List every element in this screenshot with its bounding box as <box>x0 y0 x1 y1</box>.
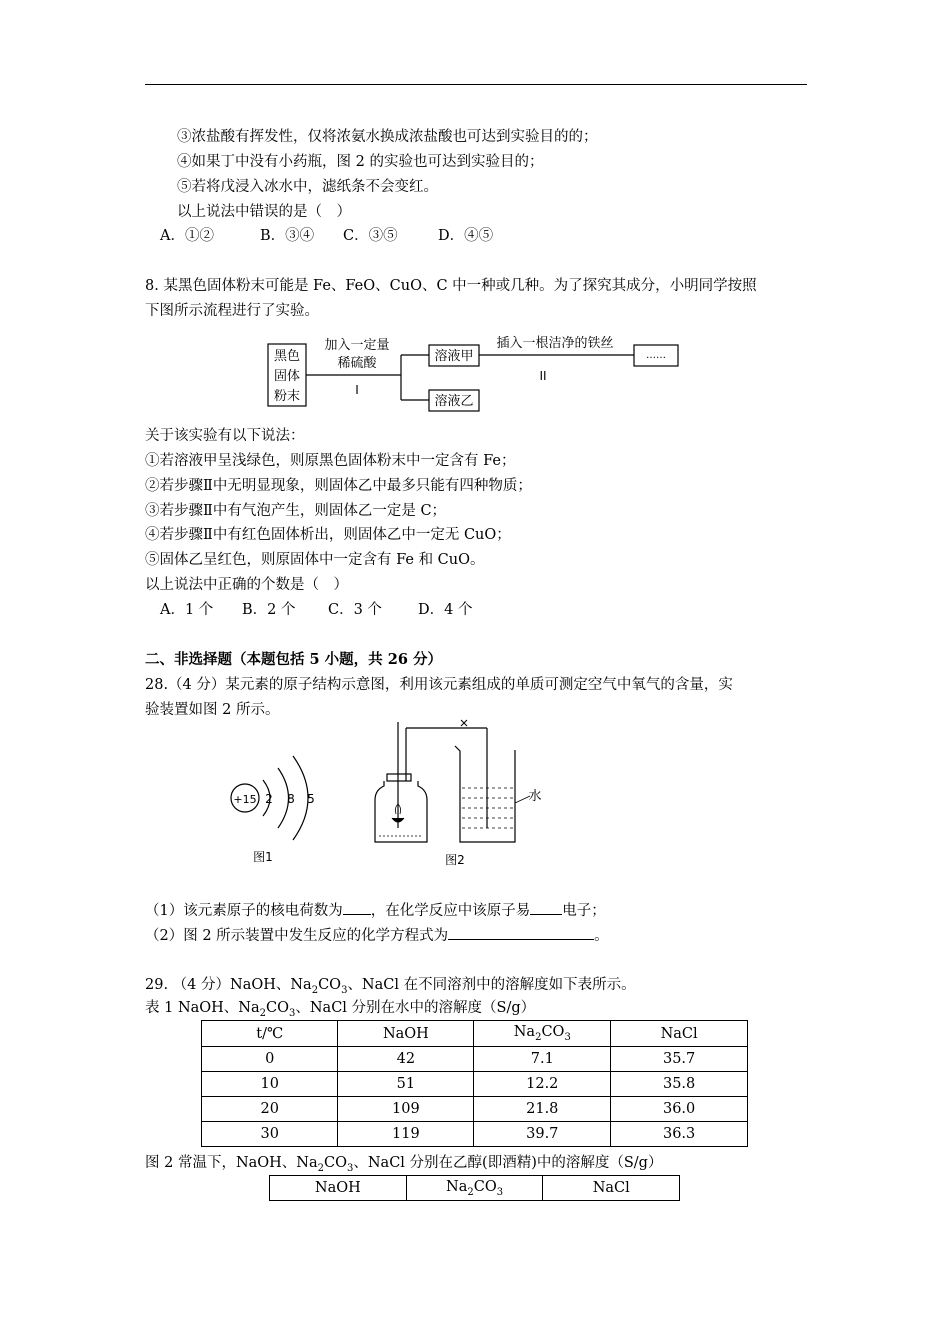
flow-step2-label: 插入一根洁净的铁丝 <box>496 336 614 351</box>
q29-stem-b: CO <box>318 977 342 993</box>
stopper <box>387 774 411 781</box>
table-row <box>202 1072 748 1097</box>
q8-flow-diagram <box>265 330 685 415</box>
flow-step1-number: I <box>355 383 359 397</box>
electron-shell-3 <box>293 756 308 840</box>
table-header-cell: NaOH <box>338 1021 474 1047</box>
q28-figure-2 <box>365 718 560 870</box>
q7-statement-5: ⑤若将戊浸入冰水中，滤纸条不会变红。 <box>177 179 438 195</box>
q7-option-c: C．③⑤ <box>343 228 398 244</box>
clamp <box>461 720 467 726</box>
q28-sub1-part-a: （1）该元素原子的核电荷数为 <box>145 903 343 919</box>
burning-spoon <box>392 818 404 822</box>
q29-table-2 <box>269 1175 680 1201</box>
table-cell: 10 <box>202 1072 338 1097</box>
q8-option-a: A．1 个 <box>160 602 214 618</box>
q28-stem-line1: 28.（4 分）某元素的原子结构示意图，利用该元素组成的单质可测定空气中氧气的含量，实 <box>145 677 733 693</box>
q7-option-a: A．①② <box>160 228 214 244</box>
table1-caption-sub: 3 <box>289 1007 296 1019</box>
header-rule <box>145 84 807 85</box>
table-cell: 12.2 <box>474 1072 611 1097</box>
q8-option-d: D．4 个 <box>418 602 473 618</box>
q8-stem-line1: 8. 某黑色固体粉末可能是 Fe、FeO、CuO、C 中一种或几种。为了探究其成分，小明同学按照 <box>145 278 757 294</box>
flow-step2-number: II <box>539 369 547 383</box>
q28-blank-electron[interactable] <box>530 900 562 915</box>
flow-result: …… <box>646 350 666 361</box>
table-row <box>202 1097 748 1122</box>
subscript: 3 <box>564 1031 571 1043</box>
q28-sub1-part-b: ，在化学反应中该原子易 <box>370 903 531 919</box>
gas-bottle <box>375 781 427 842</box>
beaker <box>455 746 515 842</box>
flow-step1-label2: 稀硫酸 <box>337 356 377 371</box>
flow-solution-a: 溶液甲 <box>434 349 474 364</box>
q8-statement-4: ④若步骤Ⅱ中有红色固体析出，则固体乙中一定无 CuO； <box>145 527 511 543</box>
q8-intro: 关于该实验有以下说法： <box>145 428 305 444</box>
table-header-cell: NaCl <box>611 1021 748 1047</box>
q8-statement-2: ②若步骤Ⅱ中无明显现象，则固体乙中最多只能有四种物质； <box>145 478 532 494</box>
table-header-cell: $Na_2CO_3$ <box>406 1176 543 1201</box>
table2-caption-b: CO <box>324 1155 347 1171</box>
q28-figure-1 <box>225 748 335 868</box>
q28-sub2-part-a: （2）图 2 所示装置中发生反应的化学方程式为 <box>145 928 449 944</box>
q28-subquestion-1 <box>145 900 606 921</box>
table-cell: 39.7 <box>474 1122 611 1147</box>
figure-2-caption: 图2 <box>445 853 465 867</box>
q29-stem-sub: 2 <box>311 984 319 996</box>
flow-start-line1: 黑色 <box>273 349 301 364</box>
table-header-row <box>202 1021 748 1047</box>
table-header-row <box>270 1176 680 1201</box>
q28-blank-equation[interactable] <box>448 925 594 940</box>
table-cell: 30 <box>202 1122 338 1147</box>
table-header-cell: t/℃ <box>202 1021 338 1047</box>
table-row <box>202 1122 748 1147</box>
table-cell: 20 <box>202 1097 338 1122</box>
q8-statement-3: ③若步骤Ⅱ中有气泡产生，则固体乙一定是 C； <box>145 503 447 519</box>
q7-question: 以上说法中错误的是（ ） <box>177 204 351 220</box>
table1-caption-a: 表 1 NaOH、Na <box>145 1000 260 1016</box>
table-cell: 36.3 <box>611 1122 748 1147</box>
q29-table-1 <box>201 1020 748 1147</box>
table-cell: 21.8 <box>474 1097 611 1122</box>
q8-statement-1: ①若溶液甲呈浅绿色，则原黑色固体粉末中一定含有 Fe； <box>145 453 516 469</box>
flow-step1-label: 加入一定量 <box>324 338 390 353</box>
water-label: 水 <box>528 789 542 804</box>
table-header-cell: NaOH <box>270 1176 407 1201</box>
q29-stem-sub: 3 <box>341 984 348 996</box>
subscript: 2 <box>535 1031 542 1043</box>
table1-caption-b: CO <box>266 1000 289 1016</box>
q28-stem-line2: 验装置如图 2 所示。 <box>145 702 280 718</box>
table-row <box>202 1047 748 1072</box>
table1-caption-sub: 2 <box>259 1007 267 1019</box>
q29-stem-c: 、NaCl 在不同溶剂中的溶解度如下表所示。 <box>347 977 636 993</box>
flow-solution-b: 溶液乙 <box>434 394 474 409</box>
q7-option-d: D．④⑤ <box>438 228 494 244</box>
flow-start-line3: 粉末 <box>273 389 301 404</box>
shell-electrons-2: 8 <box>287 792 295 806</box>
q8-option-c: C．3 个 <box>328 602 382 618</box>
q29-stem <box>145 975 636 1001</box>
q8-statement-5: ⑤固体乙呈红色，则原固体中一定含有 Fe 和 CuO。 <box>145 552 485 568</box>
q7-statement-4: ④如果丁中没有小药瓶，图 2 的实验也可达到实验目的； <box>177 154 544 170</box>
table-header-cell: NaCl <box>543 1176 680 1201</box>
q7-statement-3: ③浓盐酸有挥发性，仅将浓氨水换成浓盐酸也可达到实验目的的； <box>177 129 598 145</box>
table-cell: 109 <box>338 1097 474 1122</box>
nucleus-charge: +15 <box>233 793 257 806</box>
q8-stem-line2: 下图所示流程进行了实验。 <box>145 303 319 319</box>
shell-electrons-1: 2 <box>265 792 273 806</box>
table2-caption-sub: 2 <box>317 1162 325 1174</box>
table-cell: 7.1 <box>474 1047 611 1072</box>
table-cell: 42 <box>338 1047 474 1072</box>
q28-blank-nuclear-charge[interactable] <box>343 900 371 915</box>
table-cell: 35.8 <box>611 1072 748 1097</box>
q28-sub1-part-c: 电子； <box>562 903 606 919</box>
q29-stem-a: 29. （4 分）NaOH、Na <box>145 977 312 993</box>
q28-subquestion-2 <box>145 925 609 946</box>
q7-option-b: B．③④ <box>260 228 315 244</box>
table-cell: 0 <box>202 1047 338 1072</box>
table1-caption-c: 、NaCl 分别在水中的溶解度（S/g） <box>295 1000 536 1016</box>
q8-option-b: B．2 个 <box>242 602 296 618</box>
table2-caption-sub: 3 <box>347 1162 354 1174</box>
table-cell: 36.0 <box>611 1097 748 1122</box>
table-header-cell: $Na_2CO_3$ <box>474 1021 611 1047</box>
subscript: 2 <box>467 1186 474 1198</box>
table-cell: 35.7 <box>611 1047 748 1072</box>
figure-1-caption: 图1 <box>253 850 273 864</box>
table-cell: 51 <box>338 1072 474 1097</box>
table-cell: 119 <box>338 1122 474 1147</box>
table2-caption-c: 、NaCl 分别在乙醇(即酒精)中的溶解度（S/g） <box>353 1155 663 1171</box>
q28-sub2-part-b: 。 <box>594 928 609 944</box>
q8-question: 以上说法中正确的个数是（ ） <box>145 577 348 593</box>
flow-start-line2: 固体 <box>273 369 301 384</box>
section-2-heading: 二、非选择题（本题包括 5 小题，共 26 分） <box>145 651 442 668</box>
shell-electrons-3: 5 <box>307 792 315 806</box>
subscript: 3 <box>496 1186 504 1198</box>
table2-caption-a: 图 2 常温下，NaOH、Na <box>145 1155 318 1171</box>
